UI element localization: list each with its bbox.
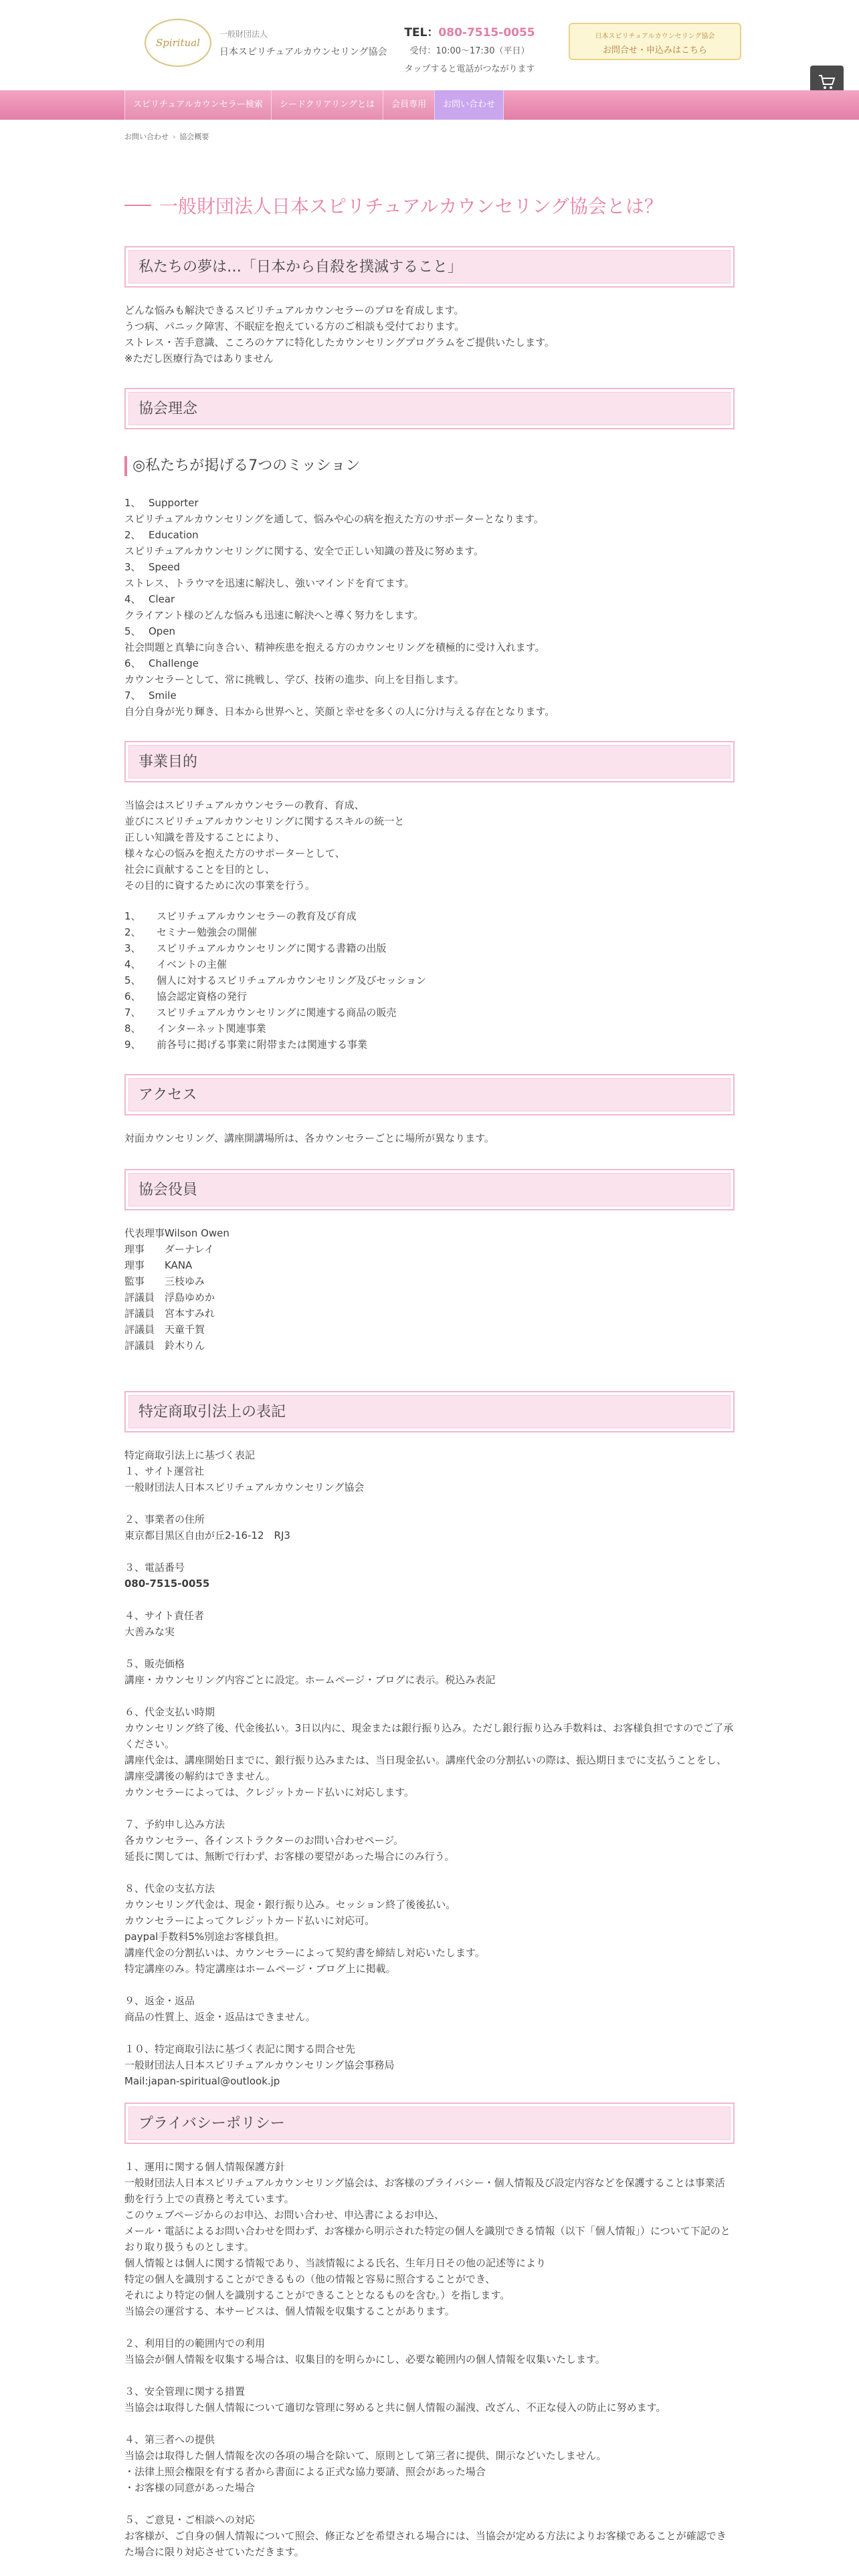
section-heading-officers [124, 1169, 735, 1210]
section-heading-privacy [124, 2103, 735, 2144]
text-line: paypal手数料5%別途お客様負担。 [124, 1931, 285, 1943]
text-line: ストレス・苦手意識、こころのケアに特化したカウンセリングプログラムをご提供いたします。 [124, 336, 555, 348]
officer-name: Wilson Owen [165, 1227, 229, 1239]
business-text: 前各号に掲げる事業に附帯または関連する事業 [157, 1039, 368, 1051]
mission-title: ◎私たちが掲げる7つのミッション [124, 456, 735, 476]
text-line: 当協会はスピリチュアルカウンセラーの教育、育成、 [124, 799, 365, 811]
tel-line [399, 23, 541, 39]
org-name-block [219, 28, 387, 58]
business-text: インターネット関連事業 [157, 1023, 266, 1035]
breadcrumb-link[interactable]: お問い合わせ [124, 132, 169, 141]
cart-icon [818, 74, 836, 90]
site-header [0, 0, 859, 90]
officer-row [124, 1241, 735, 1257]
text-line: １、運用に関する個人情報保護方針 [124, 2161, 286, 2173]
text-line [124, 2416, 735, 2432]
mission-title: Clear [149, 593, 175, 605]
mission-description: スピリチュアルカウンセリングを通して、悩みや心の病を抱えた方のサポーターとなります。 [124, 513, 544, 525]
text-line [124, 1800, 735, 1816]
text-line [124, 1640, 735, 1656]
mission-number: 1、 [124, 497, 141, 509]
contact-banner-label: お問合せ・申込みはこちら [602, 45, 707, 56]
text-line: ７、予約申し込み方法 [124, 1818, 225, 1830]
text-line: 講座・カウンセリング内容ごとに設定。ホームページ・ブログに表示。税込み表記 [124, 1674, 496, 1686]
business-text: 個人に対するスピリチュアルカウンセリング及びセッション [157, 974, 427, 986]
business-text: セミナー勉強会の開催 [157, 926, 258, 938]
text-line: それにより特定の個人を識別することができることとなるものを含む。）を指します。 [124, 2289, 510, 2301]
mission-item [124, 527, 735, 543]
text-line: 正しい知識を普及することにより、 [124, 831, 286, 843]
tel-label: TEL： [404, 26, 439, 39]
nav-item-seed-clearing[interactable]: シードクリアリングとは [271, 90, 383, 120]
org-type: 一般財団法人 [219, 29, 268, 39]
mission-description: 社会問題と真摯に向き合い、精神疾患を抱える方のカウンセリングを積極的に受け入れます。 [124, 641, 545, 653]
text-line: 講座代金は、講座開始日までに、銀行振り込みまたは、当日現金払い。講座代金の分割払いの際は、振込期日までに支払うことをし、講座受講後の解約はできません。 [124, 1754, 727, 1782]
text-line: ・お客様の同意があった場合 [124, 2482, 255, 2494]
business-number: 8、 [124, 1023, 141, 1035]
mission-number: 6、 [124, 657, 141, 669]
text-line: 延長に関しては、無断で行わず、お客様の要望があった場合にのみ行う。 [124, 1850, 455, 1862]
mission-title: Supporter [149, 497, 199, 509]
officer-role: 監事 [124, 1275, 145, 1287]
officer-name: 鈴木りん [165, 1339, 205, 1352]
mission-description: 自分自身が光り輝き、日本から世界へと、笑顔と幸せを多くの人に分け与える存在となります。 [124, 706, 555, 718]
business-text: イベントの主催 [157, 958, 227, 970]
officer-name: 宮本すみれ [165, 1307, 215, 1319]
text-line: 一般財団法人日本スピリチュアルカウンセリング協会 [124, 1481, 365, 1493]
mission-item [124, 623, 735, 639]
text-line: 一般財団法人日本スピリチュアルカウンセリング協会事務局 [124, 2059, 395, 2071]
mission-number: 4、 [124, 593, 141, 605]
text-line: メール・電話によるお問い合わせを問わず、お客様から明示された特定の個人を識別できる情報（以下「個人情報」）について下記のとおり取り扱うものとします。 [124, 2225, 731, 2253]
mission-number: 3、 [124, 561, 141, 573]
text-line: カウンセラーによっては、クレジットカード払いに対応します。 [124, 1786, 414, 1798]
text-line: ２、事業者の住所 [124, 1513, 205, 1525]
section-heading-text: 協会理念 [128, 392, 731, 425]
tokutei-text [124, 1447, 735, 2089]
business-number: 3、 [124, 942, 141, 954]
text-line: 個人情報とは個人に関する情報であり、当該情報による氏名、生年月日その他の記述等により [124, 2257, 547, 2269]
officer-row [124, 1273, 735, 1289]
business-number: 9、 [124, 1039, 141, 1051]
business-number: 6、 [124, 990, 141, 1002]
text-line: ２、利用目的の範囲内での利用 [124, 2337, 266, 2349]
business-text: スピリチュアルカウンセリングに関連する商品の販売 [157, 1006, 397, 1018]
mission-title: Smile [149, 689, 177, 702]
officer-row [124, 1321, 735, 1337]
mission-number: 2、 [124, 529, 141, 541]
mission-list [124, 495, 735, 720]
section-heading-text: プライバシーポリシー [128, 2107, 731, 2140]
officer-row [124, 1305, 735, 1321]
mission-title: Open [149, 625, 176, 637]
business-item [124, 924, 735, 940]
text-line: Mail:japan-spiritual@outlook.jp [124, 2075, 280, 2087]
business-number: 2、 [124, 926, 141, 938]
section-heading-text: 事業目的 [128, 745, 731, 778]
text-line: 並びにスピリチュアルカウンセリングに関するスキルの統一と [124, 815, 405, 827]
officer-role: 代表理事 [124, 1227, 165, 1239]
officer-name: 浮島ゆめか [165, 1291, 215, 1303]
officer-role: 評議員 [124, 1307, 155, 1319]
org-name: 日本スピリチュアルカウンセリング協会 [219, 47, 387, 58]
tel-number-link[interactable]: 080-7515-0055 [438, 26, 535, 39]
text-line: ・法律上照会権限を有する者から書面による正式な協力要請、照会があった場合 [124, 2466, 486, 2478]
business-text: スピリチュアルカウンセラーの教育及び育成 [157, 910, 357, 922]
business-text: 協会認定資格の発行 [157, 990, 248, 1002]
text-line [124, 1592, 735, 1608]
text-line: 講座代金の分割払いは、カウンセラーによって契約書を締結し対応いたします。 [124, 1947, 485, 1959]
officer-row [124, 1289, 735, 1305]
mission-number: 5、 [124, 625, 141, 637]
page-title-text: 一般財団法人日本スピリチュアルカウンセリング協会とは？ [159, 195, 663, 217]
officer-name: 天童千賀 [165, 1323, 205, 1335]
business-text: スピリチュアルカウンセリングに関する書籍の出版 [157, 942, 387, 954]
business-number: 7、 [124, 1006, 141, 1018]
dream-text [124, 302, 735, 366]
privacy-text [124, 2159, 735, 2560]
business-intro [124, 797, 735, 893]
text-line: 各カウンセラー、各インストラクターのお問い合わせページ。 [124, 1834, 404, 1846]
contact-banner-button[interactable] [569, 23, 741, 60]
text-line: ６、代金支払い時期 [124, 1706, 215, 1718]
business-item [124, 940, 735, 956]
text-line: 東京都目黒区自由が丘2-16-12 RJ3 [124, 1529, 290, 1541]
officer-role: 理事 [124, 1259, 145, 1271]
nav-item-counselor-search[interactable]: スピリチュアルカウンセラー検索 [124, 90, 271, 120]
mission-item [124, 559, 735, 575]
text-line [124, 1977, 735, 1993]
business-hours: 受付：10:00〜17:30（平日） [409, 46, 530, 56]
text-line: 特定講座のみ。特定講座はホームページ・ブログ上に掲載。 [124, 1963, 396, 1975]
mission-description: クライアント様のどんな悩みも迅速に解決へと導く努力をします。 [124, 609, 424, 621]
mission-title: Education [149, 529, 199, 541]
text-line: ４、第三者への提供 [124, 2434, 215, 2446]
text-line [124, 2319, 735, 2335]
officer-role: 理事 [124, 1243, 145, 1255]
text-line: 商品の性質上、返金・返品はできません。 [124, 2011, 316, 2023]
officer-role: 評議員 [124, 1323, 155, 1335]
text-line: カウンセリング終了後、代金後払い。3日以内に、現金または銀行振り込み。ただし銀行振り込み手数料は、お客様負担ですのでご了承ください。 [124, 1722, 734, 1750]
text-line [124, 1688, 735, 1704]
breadcrumb [124, 131, 209, 142]
officer-name: KANA [165, 1259, 193, 1271]
text-line: 当協会は取得した個人情報を次の各項の場合を除いて、原則として第三者に提供、開示などいたしません。 [124, 2450, 607, 2462]
section-heading-access [124, 1074, 735, 1115]
text-line: 当協会が個人情報を収集する場合は、収集目的を明らかにし、必要な範囲内の個人情報を収集いたします。 [124, 2353, 605, 2365]
text-line [124, 1543, 735, 1560]
officer-row [124, 1225, 735, 1241]
business-item [124, 988, 735, 1004]
text-line: 特定商取引法上に基づく表記 [124, 1449, 256, 1461]
section-heading-dream [124, 246, 735, 288]
page-title [124, 189, 663, 222]
mission-description: スピリチュアルカウンセリングに関する、安全で正しい知識の普及に努めます。 [124, 545, 484, 557]
business-item [124, 972, 735, 988]
mission-item [124, 495, 735, 511]
breadcrumb-current: 協会概要 [179, 132, 209, 141]
mission-item [124, 655, 735, 671]
section-heading-business [124, 741, 735, 782]
text-line: ９、返金・返品 [124, 1995, 195, 2007]
text-line: ３、安全管理に関する措置 [124, 2385, 246, 2397]
officer-name: ダーナレイ [165, 1243, 214, 1255]
business-item [124, 956, 735, 972]
access-text: 対面カウンセリング、講座開講場所は、各カウンセラーごとに場所が異なります。 [124, 1132, 494, 1144]
business-number: 1、 [124, 910, 141, 922]
text-line [124, 1495, 735, 1511]
text-line: 大善みな実 [124, 1626, 175, 1638]
text-line: ８、代金の支払方法 [124, 1883, 215, 1895]
nav-item-contact[interactable]: お問い合わせ [434, 90, 504, 120]
text-line: １、サイト運営社 [124, 1465, 204, 1477]
mission-description: カウンセラーとして、常に挑戦し、学び、技術の進歩、向上を目指します。 [124, 673, 464, 685]
text-line: お客様が、ご自身の個人情報について照会、修正などを希望される場合には、当協会が定める方法によりお客様であることが確認できた場合に限り対応させていただきます。 [124, 2530, 727, 2558]
mission-description: ストレス、トラウマを迅速に解決し、強いマインドを育てます。 [124, 577, 415, 589]
section-heading-text: 協会役員 [128, 1173, 731, 1206]
officer-row [124, 1257, 735, 1273]
business-number: 4、 [124, 958, 141, 970]
text-line: 当協会の運営する、本サービスは、個人情報を収集することがあります。 [124, 2305, 455, 2317]
business-list [124, 908, 735, 1053]
text-line [124, 1864, 735, 1881]
text-line: 社会に貢献することを目的とし、 [124, 863, 276, 875]
text-line: ※ただし医療行為ではありません [124, 352, 274, 364]
text-line: ５、販売価格 [124, 1658, 185, 1670]
text-line: うつ病、パニック障害、不眠症を抱えている方のご相談も受付ております。 [124, 320, 465, 332]
mission-title: Speed [149, 561, 181, 573]
mission-item [124, 687, 735, 704]
tel-block [399, 23, 541, 74]
text-line: その目的に資するために次の事業を行う。 [124, 879, 316, 891]
text-line: 当協会は取得した個人情報について適切な管理に努めると共に個人情報の漏洩、改ざん、不正な侵入の防止に努めます。 [124, 2401, 666, 2413]
officer-name: 三枝ゆみ [165, 1275, 205, 1287]
text-line: 特定の個人を識別することができるもの（他の情報と容易に照合することができ、 [124, 2273, 496, 2285]
tap-note: タップすると電話がつながります [404, 64, 535, 74]
text-line [124, 2367, 735, 2383]
officer-role: 評議員 [124, 1291, 155, 1303]
section-heading-text: 特定商取引法上の表記 [128, 1395, 731, 1428]
text-line: このウェブページからのお申込、お問い合わせ、申込書によるお申込、 [124, 2209, 445, 2221]
business-item [124, 1037, 735, 1053]
text-line: ３、電話番号 [124, 1562, 185, 1574]
text-line: １０、特定商取引法に基づく表記に関する問合せ先 [124, 2043, 356, 2055]
contact-banner-small: 日本スピリチュアルカウンセリング協会 [595, 33, 715, 40]
officer-role: 評議員 [124, 1339, 155, 1352]
text-line: どんな悩みも解決できるスピリチュアルカウンセラーのプロを育成します。 [124, 304, 464, 316]
text-line: 一般財団法人日本スピリチュアルカウンセリング協会は、お客様のプライバシー・個人情報及び設定内容などを保護することは事業活動を行う上での責務と考えています。 [124, 2177, 725, 2205]
mission-title: Challenge [149, 657, 199, 669]
business-item [124, 1021, 735, 1037]
mission-item [124, 591, 735, 607]
officer-row [124, 1337, 735, 1354]
text-line [124, 2025, 735, 2041]
business-item [124, 908, 735, 924]
text-line: ４、サイト責任者 [124, 1610, 204, 1622]
business-number: 5、 [124, 974, 141, 986]
text-line: カウンセラーによってクレジットカード払いに対応可。 [124, 1915, 375, 1927]
title-bar-icon [124, 205, 151, 206]
logo-text: Spiritual [155, 37, 201, 49]
section-heading-philosophy [124, 388, 735, 429]
text-line: カウンセリング代金は、現金・銀行振り込み。セッション終了後後払い。 [124, 1899, 456, 1911]
text-line: 080-7515-0055 [124, 1578, 210, 1590]
business-item [124, 1004, 735, 1021]
nav-item-members[interactable]: 会員専用 [383, 90, 434, 120]
global-nav [0, 90, 859, 120]
mission-number: 7、 [124, 689, 141, 702]
officers-table [124, 1225, 735, 1354]
section-heading-text: 私たちの夢は…「日本から自殺を撲滅すること」 [128, 250, 731, 284]
text-line: ５、ご意見・ご相談への対応 [124, 2514, 256, 2526]
site-logo[interactable] [145, 19, 211, 67]
breadcrumb-separator-icon: › [173, 132, 176, 141]
section-heading-text: アクセス [128, 1078, 731, 1111]
section-heading-tokutei [124, 1391, 735, 1432]
text-line [124, 2496, 735, 2512]
text-line: 様々な心の悩みを抱えた方のサポーターとして、 [124, 847, 345, 859]
